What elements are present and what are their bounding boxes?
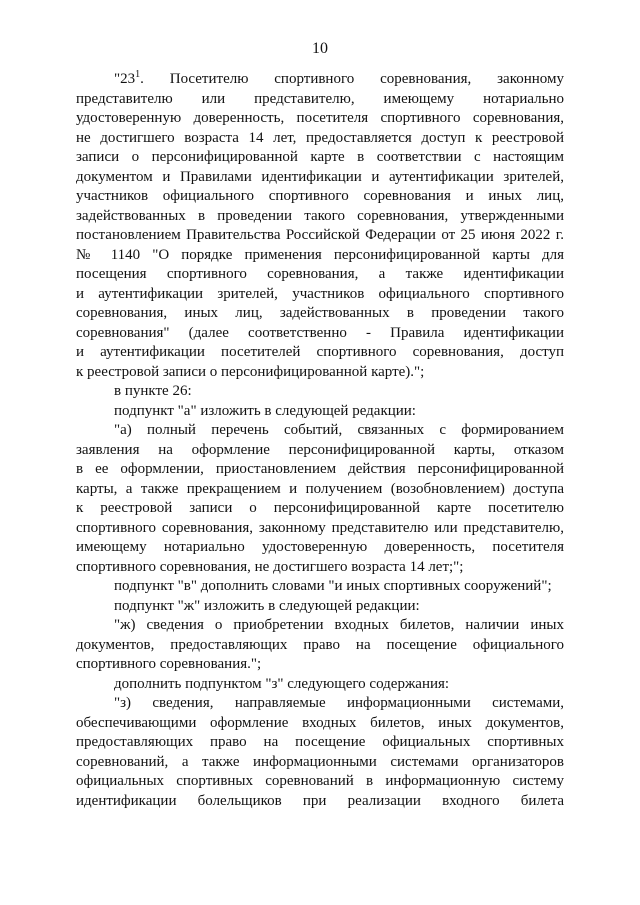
text-line: официальных спортивных соревнований в информационную систему	[76, 773, 564, 789]
text-line: и аутентификации посетителей спортивного соревнования, доступ	[76, 344, 564, 360]
text-line: "ж) сведения о приобретении входных билетов, наличии иных	[114, 617, 564, 633]
text-line: подпункт "в" дополнить словами "и иных спортивных сооружений";	[114, 578, 552, 594]
text-line: подпункт "а" изложить в следующей редакции:	[114, 402, 416, 419]
text-line: № 1140 "О порядке применения персонифицированной карты для	[76, 246, 564, 263]
text-line: удостоверенную доверенность, посетителя спортивного соревнования,	[76, 110, 564, 126]
text-line: соревнования" (далее соответственно - Правила идентификации	[76, 324, 564, 341]
text-line: и аутентификации зрителей, участников официального спортивного	[76, 285, 564, 302]
text-line: к реестровой записи о персонифицированной карте).";	[76, 363, 425, 380]
text-line: спортивного соревнования, законному представителю или представителю,	[76, 519, 564, 536]
text-line: предоставляющих право на посещение официальных спортивных	[76, 734, 564, 750]
document-body	[76, 70, 564, 811]
text-line: обеспечивающими оформление входных билетов, иных документов,	[76, 714, 564, 731]
text-line: постановлением Правительства Российской Федерации от 25 июня 2022 г.	[76, 227, 564, 243]
text-line: не достигшего возраста 14 лет, предоставляется доступ к реестровой	[76, 129, 564, 146]
superscript: 1	[135, 70, 141, 80]
text-line: документом и Правилами идентификации и аутентификации зрителей,	[76, 168, 564, 185]
text-line: спортивного соревнования, не достигшего возраста 14 лет;";	[76, 558, 464, 575]
text-line: документов, предоставляющих право на посещение официального	[76, 636, 564, 653]
text-line: карты, а также прекращением и получением (возобновлением) доступа	[76, 480, 564, 497]
text-line: идентификации болельщиков при реализации входного билета	[76, 792, 564, 809]
text-line: "$23^1$. Посетителю спортивного соревнования, законному	[114, 70, 564, 87]
text-line: "а) полный перечень событий, связанных с формированием	[114, 422, 564, 438]
text-line: заявления на оформление персонифицированной карты, отказом	[76, 441, 564, 458]
text-line: имеющему нотариально удостоверенную доверенность, посетителя	[76, 539, 564, 555]
text-line: дополнить подпунктом "з" следующего содержания:	[114, 675, 450, 692]
text-line: к реестровой записи о персонифицированной карте посетителю	[76, 500, 564, 516]
text-line: представителю или представителю, имеющему нотариально	[76, 90, 564, 107]
page-number: 10	[312, 40, 328, 57]
text-line: спортивного соревнования.";	[76, 656, 262, 672]
text-line: записи о персонифицированной карте в соответствии с настоящим	[76, 149, 564, 165]
text-line: участников официального спортивного соревнования и иных лиц,	[76, 188, 564, 204]
text-line: соревнований, а также информационными системами организаторов	[76, 753, 564, 770]
text-line: "з) сведения, направляемые информационными системами,	[114, 695, 564, 711]
text-line: задействованных в проведении такого соревнования, утвержденными	[76, 207, 564, 224]
text-line: соревнования, иных лиц, задействованных в проведении такого	[76, 305, 564, 321]
text-line: в пункте 26:	[114, 383, 192, 399]
text-line: посещения спортивного соревнования, а также идентификации	[76, 266, 564, 282]
text-line: в ее оформлении, приостановлением действия персонифицированной	[76, 461, 564, 477]
text-line: подпункт "ж" изложить в следующей редакции:	[114, 597, 420, 614]
